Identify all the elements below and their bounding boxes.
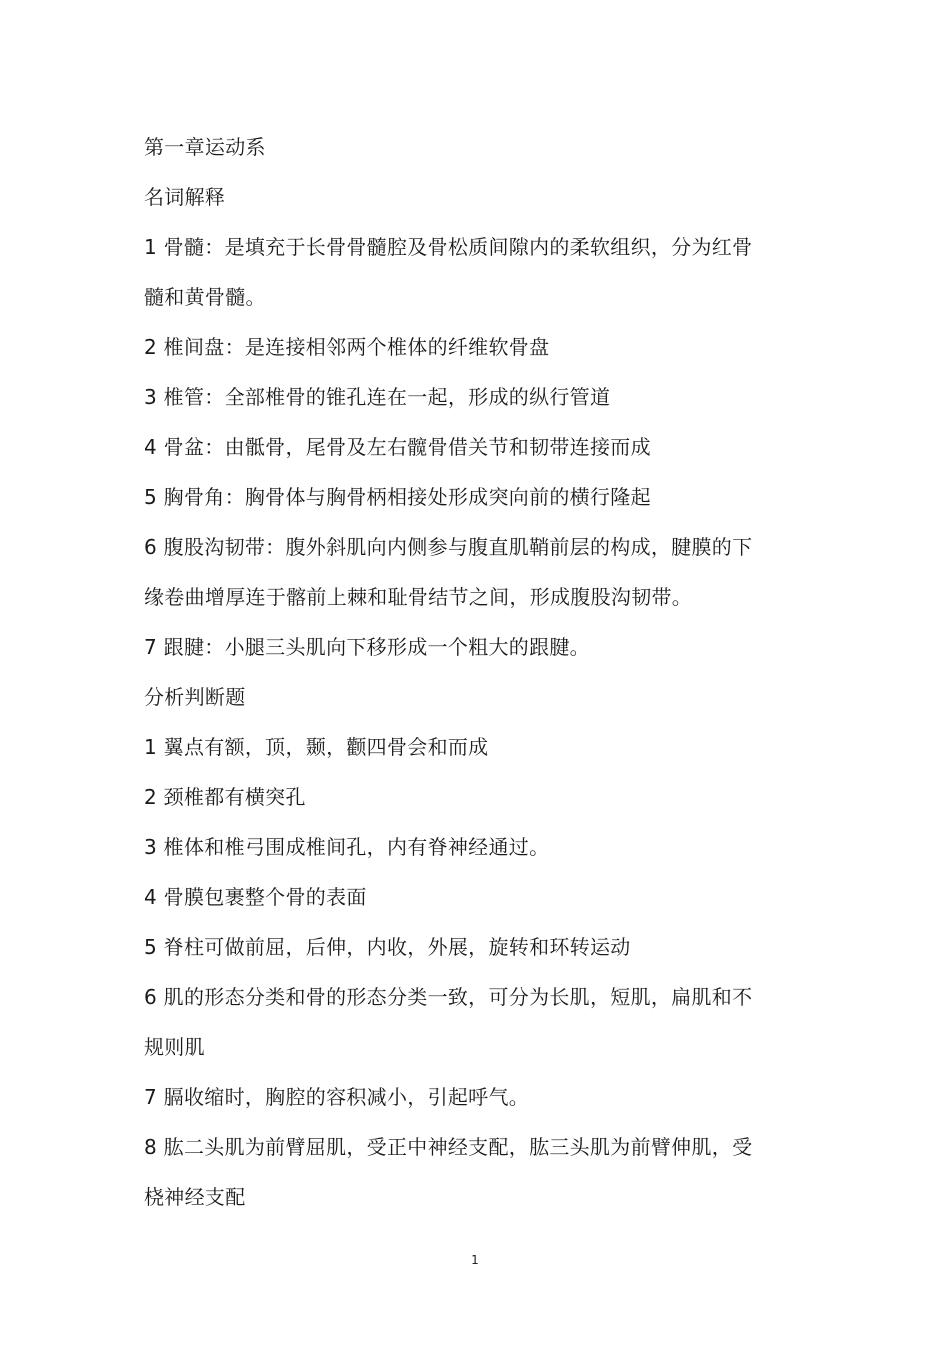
definition-line: 1 骨髓：是填充于长骨骨髓腔及骨松质间隙内的柔软组织，分为红骨 bbox=[144, 235, 753, 259]
judgment-line: 4 骨膜包裹整个骨的表面 bbox=[144, 885, 367, 909]
definition-line: 7 跟腱：小腿三头肌向下移形成一个粗大的跟腱。 bbox=[144, 635, 590, 659]
judgment-line: 5 脊柱可做前屈，后伸，内收，外展，旋转和环转运动 bbox=[144, 935, 631, 959]
judgment-line: 1 翼点有额，顶，颞，颧四骨会和而成 bbox=[144, 735, 489, 759]
chapter-title: 第一章运动系 bbox=[144, 135, 266, 159]
document-body bbox=[144, 122, 784, 1222]
definition-line: 髓和黄骨髓。 bbox=[144, 285, 266, 309]
definition-line: 5 胸骨角：胸骨体与胸骨柄相接处形成突向前的横行隆起 bbox=[144, 485, 651, 509]
judgment-line: 桡神经支配 bbox=[144, 1185, 246, 1209]
judgment-line: 6 肌的形态分类和骨的形态分类一致，可分为长肌，短肌，扁肌和不 bbox=[144, 985, 753, 1009]
judgment-line: 2 颈椎都有横突孔 bbox=[144, 785, 306, 809]
judgment-line: 7 膈收缩时，胸腔的容积减小，引起呼气。 bbox=[144, 1085, 530, 1109]
definition-line: 缘卷曲增厚连于髂前上棘和耻骨结节之间，形成腹股沟韧带。 bbox=[144, 585, 693, 609]
definition-line: 4 骨盆：由骶骨，尾骨及左右髋骨借关节和韧带连接而成 bbox=[144, 435, 651, 459]
definition-line: 2 椎间盘：是连接相邻两个椎体的纤维软骨盘 bbox=[144, 335, 550, 359]
section-heading-definitions: 名词解释 bbox=[144, 185, 226, 209]
definition-line: 6 腹股沟韧带：腹外斜肌向内侧参与腹直肌鞘前层的构成，腱膜的下 bbox=[144, 535, 753, 559]
section-heading-judgment: 分析判断题 bbox=[144, 685, 246, 709]
page-number: 1 bbox=[471, 1253, 479, 1267]
judgment-line: 规则肌 bbox=[144, 1035, 205, 1059]
judgment-line: 8 肱二头肌为前臂屈肌，受正中神经支配，肱三头肌为前臂伸肌，受 bbox=[144, 1135, 753, 1159]
judgment-line: 3 椎体和椎弓围成椎间孔，内有脊神经通过。 bbox=[144, 835, 550, 859]
definition-line: 3 椎管：全部椎骨的锥孔连在一起，形成的纵行管道 bbox=[144, 385, 611, 409]
